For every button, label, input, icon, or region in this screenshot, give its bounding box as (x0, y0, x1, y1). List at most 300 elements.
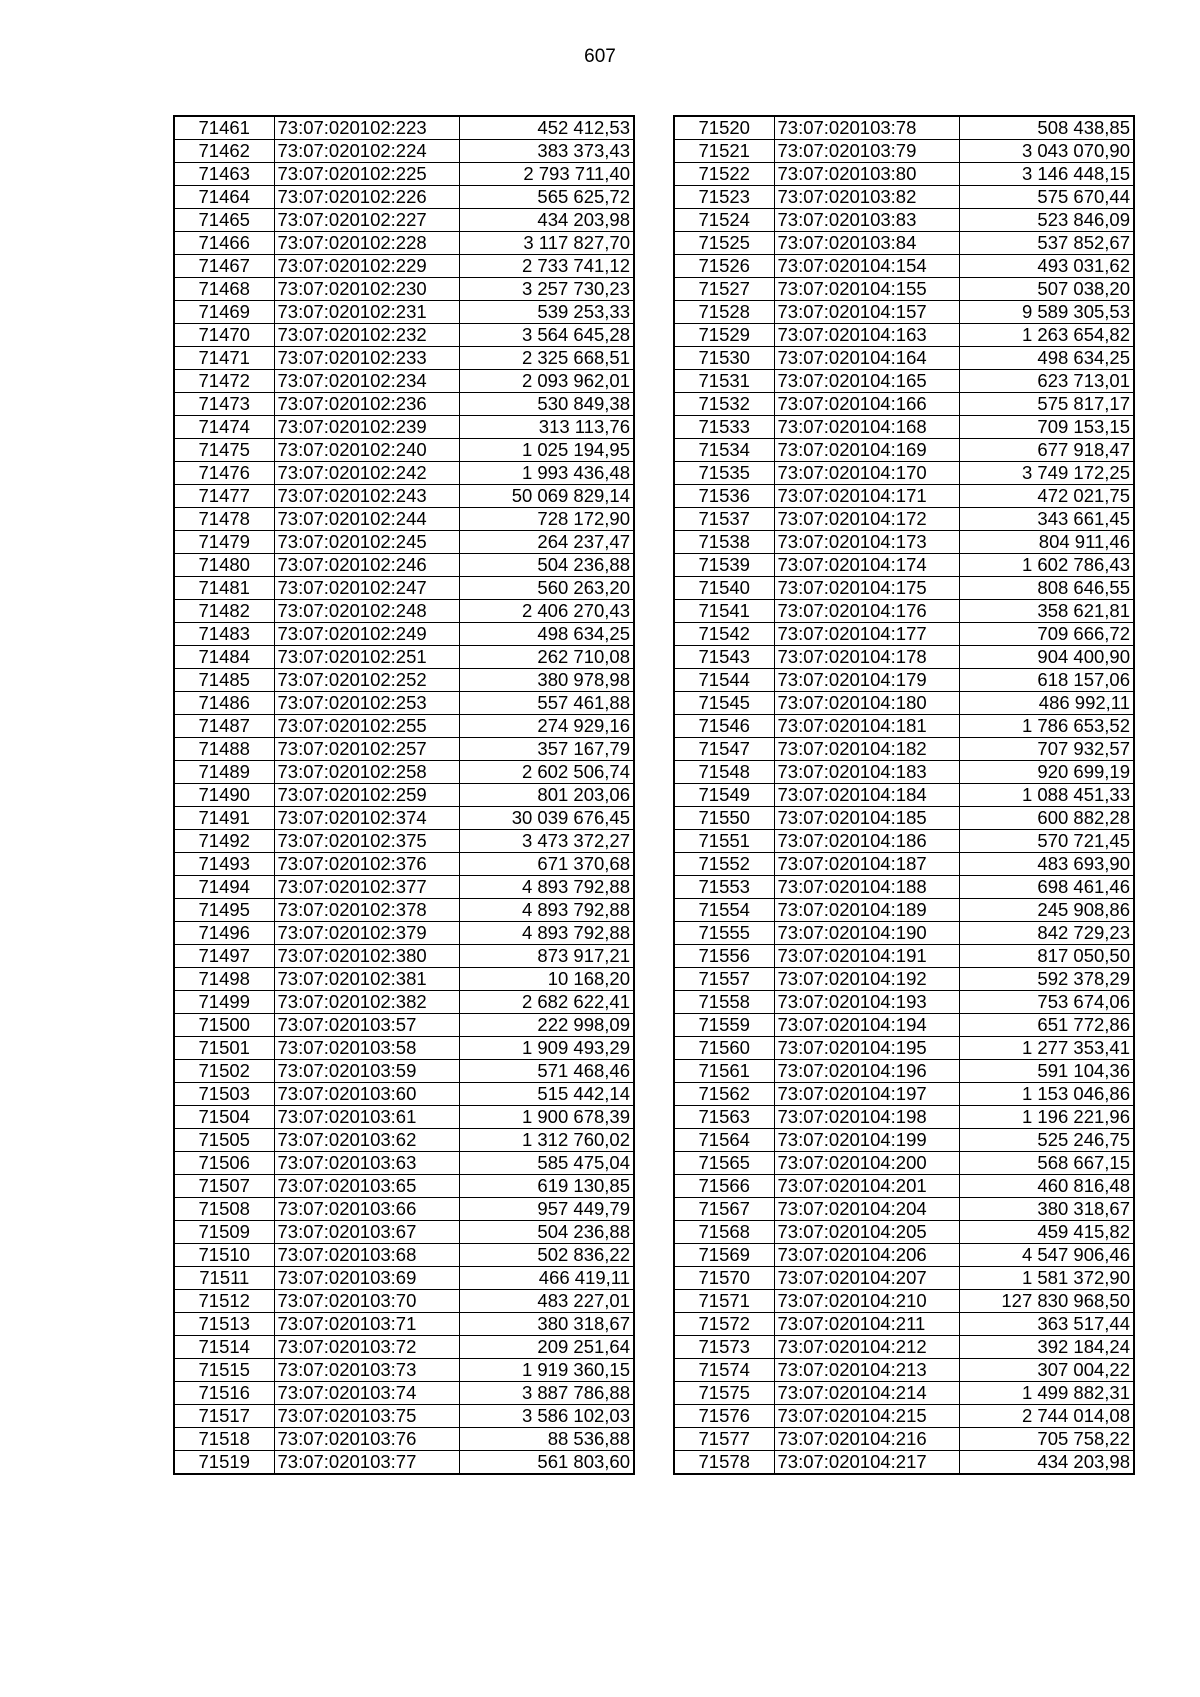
table-row (674, 370, 1134, 393)
row-number-cell: 71531 (674, 370, 774, 393)
value-cell: 3 117 827,70 (459, 232, 634, 255)
cadastral-number-cell: 73:07:020104:185 (774, 807, 959, 830)
cadastral-number-cell: 73:07:020103:61 (274, 1106, 459, 1129)
cadastral-number-cell: 73:07:020104:204 (774, 1198, 959, 1221)
row-number-cell: 71462 (174, 140, 274, 163)
row-number-cell: 71476 (174, 462, 274, 485)
table-row (174, 1129, 634, 1152)
table-row (174, 1221, 634, 1244)
row-number-cell: 71485 (174, 669, 274, 692)
cadastral-number-cell: 73:07:020104:184 (774, 784, 959, 807)
value-cell: 705 758,22 (959, 1428, 1134, 1451)
table-row (174, 186, 634, 209)
cadastral-number-cell: 73:07:020104:177 (774, 623, 959, 646)
cadastral-number-cell: 73:07:020103:65 (274, 1175, 459, 1198)
row-number-cell: 71474 (174, 416, 274, 439)
table-row (174, 1359, 634, 1382)
row-number-cell: 71523 (674, 186, 774, 209)
row-number-cell: 71518 (174, 1428, 274, 1451)
cadastral-number-cell: 73:07:020103:67 (274, 1221, 459, 1244)
cadastral-number-cell: 73:07:020102:377 (274, 876, 459, 899)
value-cell: 1 277 353,41 (959, 1037, 1134, 1060)
table-row (674, 485, 1134, 508)
value-cell: 904 400,90 (959, 646, 1134, 669)
table-row (674, 393, 1134, 416)
row-number-cell: 71469 (174, 301, 274, 324)
table-row (174, 508, 634, 531)
value-cell: 3 564 645,28 (459, 324, 634, 347)
cadastral-number-cell: 73:07:020104:170 (774, 462, 959, 485)
value-cell: 363 517,44 (959, 1313, 1134, 1336)
cadastral-number-cell: 73:07:020102:227 (274, 209, 459, 232)
row-number-cell: 71514 (174, 1336, 274, 1359)
table-row (174, 1175, 634, 1198)
cadastral-number-cell: 73:07:020104:193 (774, 991, 959, 1014)
value-cell: 504 236,88 (459, 554, 634, 577)
value-cell: 1 900 678,39 (459, 1106, 634, 1129)
table-row (174, 922, 634, 945)
table-row (174, 761, 634, 784)
row-number-cell: 71570 (674, 1267, 774, 1290)
value-cell: 2 793 711,40 (459, 163, 634, 186)
table-row (674, 600, 1134, 623)
table-row (174, 1037, 634, 1060)
row-number-cell: 71547 (674, 738, 774, 761)
value-cell: 498 634,25 (959, 347, 1134, 370)
value-cell: 222 998,09 (459, 1014, 634, 1037)
value-cell: 523 846,09 (959, 209, 1134, 232)
value-cell: 264 237,47 (459, 531, 634, 554)
table-row (674, 1336, 1134, 1359)
row-number-cell: 71563 (674, 1106, 774, 1129)
cadastral-number-cell: 73:07:020102:224 (274, 140, 459, 163)
value-cell: 245 908,86 (959, 899, 1134, 922)
value-cell: 651 772,86 (959, 1014, 1134, 1037)
value-cell: 709 153,15 (959, 416, 1134, 439)
row-number-cell: 71533 (674, 416, 774, 439)
value-cell: 3 749 172,25 (959, 462, 1134, 485)
table-row (174, 1428, 634, 1451)
value-cell: 380 318,67 (959, 1198, 1134, 1221)
table-row (674, 876, 1134, 899)
row-number-cell: 71465 (174, 209, 274, 232)
value-cell: 753 674,06 (959, 991, 1134, 1014)
row-number-cell: 71567 (674, 1198, 774, 1221)
row-number-cell: 71466 (174, 232, 274, 255)
row-number-cell: 71556 (674, 945, 774, 968)
value-cell: 623 713,01 (959, 370, 1134, 393)
table-row (674, 1290, 1134, 1313)
row-number-cell: 71572 (674, 1313, 774, 1336)
row-number-cell: 71512 (174, 1290, 274, 1313)
table-row (674, 692, 1134, 715)
row-number-cell: 71472 (174, 370, 274, 393)
cadastral-number-cell: 73:07:020102:248 (274, 600, 459, 623)
table-row (674, 1198, 1134, 1221)
cadastral-number-cell: 73:07:020104:180 (774, 692, 959, 715)
value-cell: 709 666,72 (959, 623, 1134, 646)
row-number-cell: 71562 (674, 1083, 774, 1106)
row-number-cell: 71566 (674, 1175, 774, 1198)
cadastral-number-cell: 73:07:020104:190 (774, 922, 959, 945)
table-row (674, 830, 1134, 853)
table-row (174, 1198, 634, 1221)
row-number-cell: 71578 (674, 1451, 774, 1475)
cadastral-number-cell: 73:07:020102:381 (274, 968, 459, 991)
table-row (174, 646, 634, 669)
table-row (674, 531, 1134, 554)
cadastral-number-cell: 73:07:020102:379 (274, 922, 459, 945)
row-number-cell: 71503 (174, 1083, 274, 1106)
row-number-cell: 71483 (174, 623, 274, 646)
cadastral-number-cell: 73:07:020103:76 (274, 1428, 459, 1451)
row-number-cell: 71471 (174, 347, 274, 370)
table-row (674, 1083, 1134, 1106)
value-cell: 1 786 653,52 (959, 715, 1134, 738)
table-row (174, 600, 634, 623)
row-number-cell: 71520 (674, 116, 774, 140)
row-number-cell: 71542 (674, 623, 774, 646)
value-cell: 1 993 436,48 (459, 462, 634, 485)
cadastral-number-cell: 73:07:020103:79 (774, 140, 959, 163)
cadastral-number-cell: 73:07:020103:77 (274, 1451, 459, 1475)
table-row (674, 255, 1134, 278)
cadastral-number-cell: 73:07:020104:179 (774, 669, 959, 692)
value-cell: 619 130,85 (459, 1175, 634, 1198)
row-number-cell: 71510 (174, 1244, 274, 1267)
row-number-cell: 71573 (674, 1336, 774, 1359)
cadastral-number-cell: 73:07:020102:246 (274, 554, 459, 577)
cadastral-number-cell: 73:07:020102:230 (274, 278, 459, 301)
table-row (674, 761, 1134, 784)
table-row (174, 393, 634, 416)
table-row (674, 1129, 1134, 1152)
value-cell: 2 406 270,43 (459, 600, 634, 623)
value-cell: 1 499 882,31 (959, 1382, 1134, 1405)
cadastral-number-cell: 73:07:020104:186 (774, 830, 959, 853)
cadastral-number-cell: 73:07:020104:175 (774, 577, 959, 600)
value-cell: 560 263,20 (459, 577, 634, 600)
value-cell: 808 646,55 (959, 577, 1134, 600)
cadastral-number-cell: 73:07:020103:73 (274, 1359, 459, 1382)
page-number: 607 (584, 46, 616, 67)
cadastral-number-cell: 73:07:020102:249 (274, 623, 459, 646)
table-row (674, 1175, 1134, 1198)
cadastral-number-cell: 73:07:020104:157 (774, 301, 959, 324)
table-row (674, 922, 1134, 945)
cadastral-number-cell: 73:07:020103:68 (274, 1244, 459, 1267)
table-row (674, 899, 1134, 922)
value-cell: 1 312 760,02 (459, 1129, 634, 1152)
table-row (174, 853, 634, 876)
cadastral-number-cell: 73:07:020102:233 (274, 347, 459, 370)
row-number-cell: 71502 (174, 1060, 274, 1083)
row-number-cell: 71475 (174, 439, 274, 462)
value-cell: 498 634,25 (459, 623, 634, 646)
value-cell: 557 461,88 (459, 692, 634, 715)
table-row (674, 163, 1134, 186)
row-number-cell: 71551 (674, 830, 774, 853)
value-cell: 380 318,67 (459, 1313, 634, 1336)
table-row (174, 1014, 634, 1037)
cadastral-number-cell: 73:07:020104:189 (774, 899, 959, 922)
cadastral-number-cell: 73:07:020103:84 (774, 232, 959, 255)
row-number-cell: 71576 (674, 1405, 774, 1428)
cadastral-number-cell: 73:07:020104:163 (774, 324, 959, 347)
cadastral-number-cell: 73:07:020104:195 (774, 1037, 959, 1060)
row-number-cell: 71535 (674, 462, 774, 485)
table-row (174, 370, 634, 393)
table-row (674, 1152, 1134, 1175)
cadastral-number-cell: 73:07:020103:74 (274, 1382, 459, 1405)
value-cell: 50 069 829,14 (459, 485, 634, 508)
row-number-cell: 71524 (674, 209, 774, 232)
table-row (674, 1106, 1134, 1129)
value-cell: 707 932,57 (959, 738, 1134, 761)
value-cell: 561 803,60 (459, 1451, 634, 1475)
table-row (674, 209, 1134, 232)
value-cell: 88 536,88 (459, 1428, 634, 1451)
value-cell: 358 621,81 (959, 600, 1134, 623)
value-cell: 1 581 372,90 (959, 1267, 1134, 1290)
row-number-cell: 71558 (674, 991, 774, 1014)
value-cell: 671 370,68 (459, 853, 634, 876)
value-cell: 502 836,22 (459, 1244, 634, 1267)
row-number-cell: 71529 (674, 324, 774, 347)
value-cell: 483 227,01 (459, 1290, 634, 1313)
cadastral-number-cell: 73:07:020102:243 (274, 485, 459, 508)
row-number-cell: 71482 (174, 600, 274, 623)
table-row (174, 1405, 634, 1428)
cadastral-number-cell: 73:07:020104:196 (774, 1060, 959, 1083)
row-number-cell: 71548 (674, 761, 774, 784)
cadastral-number-cell: 73:07:020102:376 (274, 853, 459, 876)
table-row (174, 163, 634, 186)
table-row (174, 669, 634, 692)
table-row (674, 439, 1134, 462)
value-cell: 3 146 448,15 (959, 163, 1134, 186)
cadastral-number-cell: 73:07:020102:231 (274, 301, 459, 324)
row-number-cell: 71568 (674, 1221, 774, 1244)
row-number-cell: 71540 (674, 577, 774, 600)
value-cell: 262 710,08 (459, 646, 634, 669)
cadastral-number-cell: 73:07:020104:166 (774, 393, 959, 416)
row-number-cell: 71544 (674, 669, 774, 692)
value-cell: 3 586 102,03 (459, 1405, 634, 1428)
value-cell: 2 744 014,08 (959, 1405, 1134, 1428)
cadastral-number-cell: 73:07:020104:169 (774, 439, 959, 462)
table-row (174, 623, 634, 646)
value-cell: 1 153 046,86 (959, 1083, 1134, 1106)
table-row (174, 278, 634, 301)
value-cell: 10 168,20 (459, 968, 634, 991)
table-row (674, 646, 1134, 669)
row-number-cell: 71495 (174, 899, 274, 922)
row-number-cell: 71501 (174, 1037, 274, 1060)
cadastral-number-cell: 73:07:020104:176 (774, 600, 959, 623)
cadastral-number-cell: 73:07:020104:172 (774, 508, 959, 531)
cadastral-number-cell: 73:07:020102:232 (274, 324, 459, 347)
row-number-cell: 71498 (174, 968, 274, 991)
value-cell: 801 203,06 (459, 784, 634, 807)
table-row (174, 531, 634, 554)
value-cell: 920 699,19 (959, 761, 1134, 784)
cadastral-number-cell: 73:07:020102:240 (274, 439, 459, 462)
table-row (674, 1451, 1134, 1475)
table-row (174, 1336, 634, 1359)
cadastral-number-cell: 73:07:020104:215 (774, 1405, 959, 1428)
cadastral-number-cell: 73:07:020104:198 (774, 1106, 959, 1129)
table-row (174, 1060, 634, 1083)
cadastral-number-cell: 73:07:020102:245 (274, 531, 459, 554)
value-cell: 530 849,38 (459, 393, 634, 416)
row-number-cell: 71499 (174, 991, 274, 1014)
value-cell: 842 729,23 (959, 922, 1134, 945)
cadastral-number-cell: 73:07:020104:187 (774, 853, 959, 876)
table-row (674, 324, 1134, 347)
row-number-cell: 71543 (674, 646, 774, 669)
cadastral-number-cell: 73:07:020103:82 (774, 186, 959, 209)
row-number-cell: 71526 (674, 255, 774, 278)
table-row (674, 1359, 1134, 1382)
value-cell: 591 104,36 (959, 1060, 1134, 1083)
value-cell: 592 378,29 (959, 968, 1134, 991)
value-cell: 486 992,11 (959, 692, 1134, 715)
table-row (174, 692, 634, 715)
table-row (674, 116, 1134, 140)
table-row (174, 439, 634, 462)
cadastral-number-cell: 73:07:020102:253 (274, 692, 459, 715)
table-row (674, 738, 1134, 761)
table-row (174, 462, 634, 485)
row-number-cell: 71525 (674, 232, 774, 255)
row-number-cell: 71571 (674, 1290, 774, 1313)
value-cell: 575 817,17 (959, 393, 1134, 416)
value-cell: 1 025 194,95 (459, 439, 634, 462)
value-cell: 873 917,21 (459, 945, 634, 968)
cadastral-number-cell: 73:07:020102:378 (274, 899, 459, 922)
row-number-cell: 71486 (174, 692, 274, 715)
row-number-cell: 71492 (174, 830, 274, 853)
value-cell: 4 893 792,88 (459, 876, 634, 899)
cadastral-number-cell: 73:07:020102:247 (274, 577, 459, 600)
table-row (174, 1290, 634, 1313)
table-row (174, 554, 634, 577)
row-number-cell: 71517 (174, 1405, 274, 1428)
row-number-cell: 71549 (674, 784, 774, 807)
cadastral-number-cell: 73:07:020104:213 (774, 1359, 959, 1382)
cadastral-number-cell: 73:07:020103:58 (274, 1037, 459, 1060)
value-cell: 2 325 668,51 (459, 347, 634, 370)
value-cell: 30 039 676,45 (459, 807, 634, 830)
row-number-cell: 71481 (174, 577, 274, 600)
value-cell: 525 246,75 (959, 1129, 1134, 1152)
row-number-cell: 71509 (174, 1221, 274, 1244)
table-row (674, 278, 1134, 301)
table-row (674, 1244, 1134, 1267)
value-cell: 313 113,76 (459, 416, 634, 439)
value-cell: 357 167,79 (459, 738, 634, 761)
row-number-cell: 71560 (674, 1037, 774, 1060)
row-number-cell: 71513 (174, 1313, 274, 1336)
cadastral-number-cell: 73:07:020103:69 (274, 1267, 459, 1290)
row-number-cell: 71488 (174, 738, 274, 761)
cadastral-number-cell: 73:07:020104:173 (774, 531, 959, 554)
cadastral-number-cell: 73:07:020102:382 (274, 991, 459, 1014)
row-number-cell: 71537 (674, 508, 774, 531)
row-number-cell: 71493 (174, 853, 274, 876)
row-number-cell: 71461 (174, 116, 274, 140)
cadastral-number-cell: 73:07:020102:258 (274, 761, 459, 784)
value-cell: 434 203,98 (459, 209, 634, 232)
value-cell: 2 682 622,41 (459, 991, 634, 1014)
cadastral-number-cell: 73:07:020104:211 (774, 1313, 959, 1336)
cadastral-number-cell: 73:07:020103:80 (774, 163, 959, 186)
table-row (674, 669, 1134, 692)
table-row (674, 945, 1134, 968)
row-number-cell: 71479 (174, 531, 274, 554)
cadastral-number-cell: 73:07:020102:252 (274, 669, 459, 692)
cadastral-number-cell: 73:07:020104:200 (774, 1152, 959, 1175)
table-row (174, 324, 634, 347)
table-row (674, 1313, 1134, 1336)
cadastral-number-cell: 73:07:020102:380 (274, 945, 459, 968)
cadastral-number-cell: 73:07:020102:225 (274, 163, 459, 186)
value-cell: 537 852,67 (959, 232, 1134, 255)
table-row (674, 416, 1134, 439)
value-cell: 504 236,88 (459, 1221, 634, 1244)
table-row (174, 968, 634, 991)
row-number-cell: 71497 (174, 945, 274, 968)
value-cell: 209 251,64 (459, 1336, 634, 1359)
cadastral-number-cell: 73:07:020103:60 (274, 1083, 459, 1106)
row-number-cell: 71494 (174, 876, 274, 899)
cadastral-number-cell: 73:07:020104:178 (774, 646, 959, 669)
table-row (174, 1244, 634, 1267)
row-number-cell: 71507 (174, 1175, 274, 1198)
registry-table-left (173, 115, 635, 1475)
cadastral-number-cell: 73:07:020104:188 (774, 876, 959, 899)
table-row (174, 1106, 634, 1129)
cadastral-number-cell: 73:07:020103:71 (274, 1313, 459, 1336)
cadastral-number-cell: 73:07:020103:63 (274, 1152, 459, 1175)
row-number-cell: 71532 (674, 393, 774, 416)
table-row (674, 577, 1134, 600)
value-cell: 618 157,06 (959, 669, 1134, 692)
table-row (674, 554, 1134, 577)
table-row (674, 347, 1134, 370)
cadastral-number-cell: 73:07:020104:154 (774, 255, 959, 278)
table-row (674, 968, 1134, 991)
cadastral-number-cell: 73:07:020102:223 (274, 116, 459, 140)
cadastral-number-cell: 73:07:020103:83 (774, 209, 959, 232)
row-number-cell: 71557 (674, 968, 774, 991)
cadastral-number-cell: 73:07:020103:70 (274, 1290, 459, 1313)
table-row (674, 508, 1134, 531)
cadastral-number-cell: 73:07:020102:374 (274, 807, 459, 830)
row-number-cell: 71464 (174, 186, 274, 209)
row-number-cell: 71519 (174, 1451, 274, 1475)
cadastral-number-cell: 73:07:020104:206 (774, 1244, 959, 1267)
row-number-cell: 71575 (674, 1382, 774, 1405)
row-number-cell: 71550 (674, 807, 774, 830)
table-row (674, 140, 1134, 163)
value-cell: 565 625,72 (459, 186, 634, 209)
cadastral-number-cell: 73:07:020104:217 (774, 1451, 959, 1475)
row-number-cell: 71555 (674, 922, 774, 945)
row-number-cell: 71522 (674, 163, 774, 186)
table-row (174, 1083, 634, 1106)
